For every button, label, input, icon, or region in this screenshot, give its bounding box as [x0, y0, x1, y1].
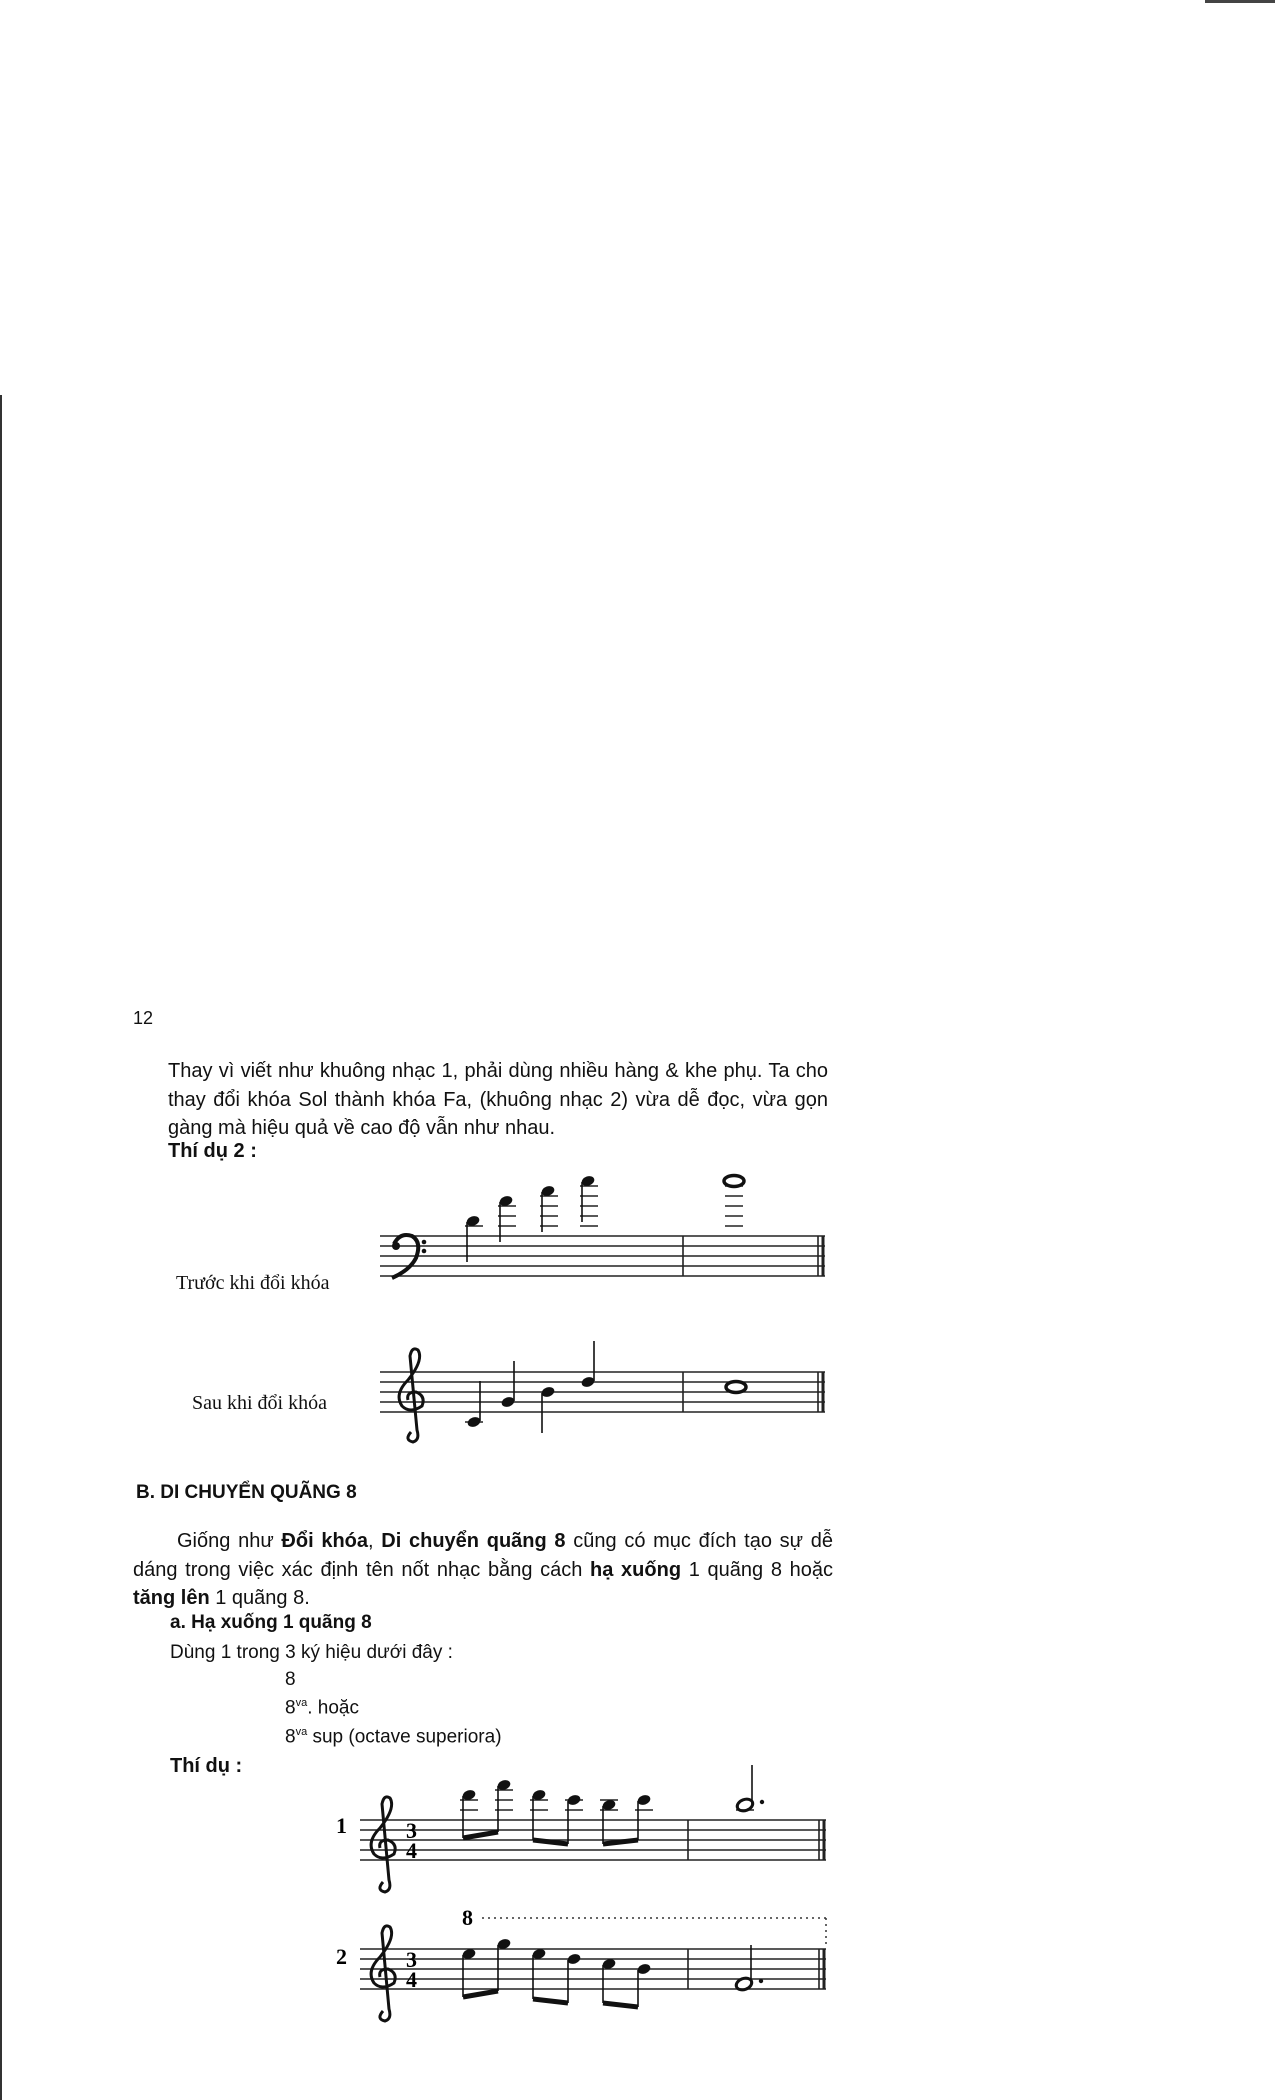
page-left-edge	[0, 395, 2, 2100]
page-number: 12	[133, 1008, 154, 1028]
time-signature-bottom: 4	[406, 1967, 417, 1992]
staff-bass-clef-before	[380, 1160, 830, 1300]
treble-clef-icon	[371, 1926, 395, 2021]
intro-paragraph: Thay vì viết như khuông nhạc 1, phải dùng nhiều hàng & khe phụ. Ta cho thay đổi khóa Sol thành khóa Fa, (khuông nhạc 2) vừa dễ đọc, vừa gọn gàng mà hiệu quả về cao độ vẫn như nhau.	[168, 1060, 828, 1139]
time-signature-bottom: 4	[406, 1838, 417, 1863]
symbol-8va: $8^{va}$. hoặc	[285, 1697, 359, 1719]
use-symbols-line: Dùng 1 trong 3 ký hiệu dưới đây :	[170, 1642, 453, 1663]
staff-before-label: Trước khi đổi khóa	[176, 1272, 330, 1294]
staff-treble-clef-after	[380, 1340, 830, 1450]
staff-number-1: 1	[336, 1813, 347, 1838]
symbol-8va-sup: $8^{va}$ sup (octave superiora)	[285, 1726, 502, 1748]
ottava-mark: 8	[462, 1905, 473, 1930]
time-signature-top: 3	[406, 1947, 417, 1972]
staff-2-treble	[330, 1905, 830, 2035]
subheading-lower-octave: a. Hạ xuống 1 quãng 8	[170, 1612, 372, 1633]
staff-after-label: Sau khi đổi khóa	[192, 1392, 327, 1414]
example-label: Thí dụ :	[170, 1755, 243, 1777]
treble-clef-icon	[399, 1349, 423, 1442]
staff-number-2: 2	[336, 1944, 347, 1969]
example-2-label: Thí dụ 2 :	[168, 1140, 257, 1162]
staff-1-treble	[330, 1750, 830, 1900]
treble-clef-icon	[371, 1797, 395, 1892]
section-b-heading: B. DI CHUYỂN QUÃNG 8	[136, 1482, 357, 1503]
scan-edge-mark	[1205, 0, 1275, 3]
section-b-paragraph: Giống như Đổi khóa, Di chuyển quãng 8 cũng có mục đích tạo sự dễ dáng trong việc xác định tên nốt nhạc bằng cách hạ xuống 1 quãng 8 hoặc tăng lên 1 quãng 8.	[133, 1530, 833, 1609]
symbol-8: 8	[285, 1669, 296, 1690]
time-signature-top: 3	[406, 1818, 417, 1843]
